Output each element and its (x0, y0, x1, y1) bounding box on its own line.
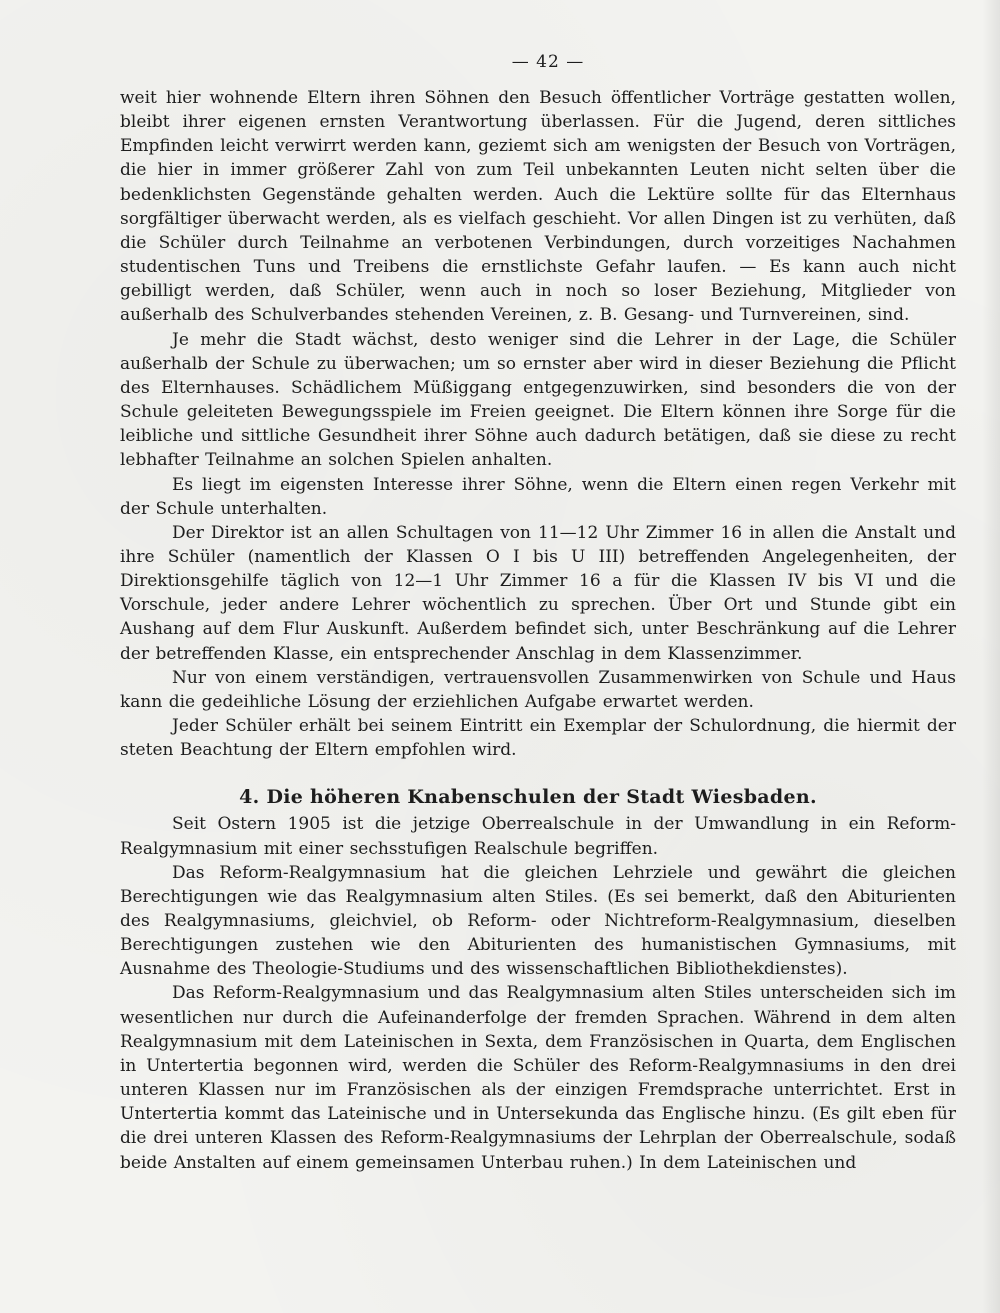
paragraph-language-order: Das Reform-Realgymnasium und das Realgymnasium alten Stiles unterscheiden sich im wesentlichen nur durch die Aufeinanderfolge der fremden Sprachen. Während in dem alten Realgymnasium mit dem Lateinischen in Sexta, dem Französischen in Quarta, dem Englischen in Untertertia begonnen wird, werden die Schüler des Reform-Realgymnasiums in den drei unteren Klassen nur im Französischen als der einzigen Fremdsprache unterrichtet. Erst in Untertertia kommt das Lateinische und in Untersekunda das Englische hinzu. (Es gilt eben für die drei unteren Klassen des Reform-Realgymnasiums der Lehrplan der Oberrealschule, sodaß beide Anstalten auf einem gemeinsamen Unterbau ruhen.) In dem Lateinischen und (120, 983, 956, 1173)
paragraph-school-rules: Jeder Schüler erhält bei seinem Eintritt ein Exemplar der Schulordnung, die hiermit der steten Beachtung der Eltern empfohlen wird. (120, 716, 956, 761)
paragraph-parent-contact: Es liegt im eigensten Interesse ihrer Söhne, wenn die Eltern einen regen Verkehr mit der Schule unterhalten. (120, 474, 956, 519)
paragraph-reform-goals: Das Reform-Realgymnasium hat die gleichen Lehrziele und gewährt die gleichen Berechtigungen wie das Realgymnasium alten Stiles. (Es sei bemerkt, daß den Abiturienten des Realgymnasiums, gleichviel, ob Reform- oder Nichtreform-Realgymnasium, dieselben Berechtigungen zustehen wie den Abiturienten des humanistischen Gymnasiums, mit Ausnahme des Theologie-Studiums und des wissenschaftlichen Bibliothekdienstes). (120, 862, 956, 980)
page-edge-shadow (982, 0, 1000, 1313)
paragraph-city-growth: Je mehr die Stadt wächst, desto weniger sind die Lehrer in der Lage, die Schüler außerhalb der Schule zu überwachen; um so ernster aber wird in dieser Beziehung die Pflicht des Elternhauses. Schädlichem Müßiggang entgegenzuwirken, sind besonders die von der Schule geleiteten Bewegungsspiele im Freien geeignet. Die Eltern können ihre Sorge für die leibliche und sittliche Gesundheit ihrer Söhne auch dadurch betätigen, daß sie diese zu recht lebhafter Teilnahme an solchen Spielen anhalten. (120, 329, 956, 471)
document-page (120, 52, 956, 1175)
paragraph-reform-transition: Seit Ostern 1905 ist die jetzige Oberrealschule in der Umwandlung in ein Reform-Realgymnasium mit einer sechsstufigen Realschule begriffen. (120, 814, 956, 859)
page-number: — 42 — (511, 52, 585, 72)
section-heading: 4. Die höheren Knabenschulen der Stadt Wiesbaden. (239, 786, 817, 809)
paragraph-continued: weit hier wohnende Eltern ihren Söhnen den Besuch öffentlicher Vorträge gestatten wollen, bleibt ihrer eigenen ernsten Verantwortung überlassen. Für die Jugend, deren sittliches Empfinden leicht verwirrt werden kann, geziemt sich am wenigsten der Besuch von Vorträgen, die hier in immer größerer Zahl von zum Teil unbekannten Leuten nicht selten über die bedenklichsten Gegenstände gehalten werden. Auch die Lektüre sollte für das Elternhaus sorgfältiger überwacht werden, als es vielfach geschieht. Vor allen Dingen ist zu verhüten, daß die Schüler durch Teilnahme an verbotenen Verbindungen, durch vorzeitiges Nachahmen studentischen Tuns und Treibens die ernstlichste Gefahr laufen. — Es kann auch nicht gebilligt werden, daß Schüler, wenn auch in noch so loser Beziehung, Mitglieder von außerhalb des Schulverbandes stehenden Vereinen, z. B. Gesang- und Turnvereinen, sind. (120, 88, 956, 326)
paragraph-office-hours: Der Direktor ist an allen Schultagen von 11—12 Uhr Zimmer 16 in allen die Anstalt und ihre Schüler (namentlich der Klassen O I bis U III) betreffenden Angelegenheiten, der Direktionsgehilfe täglich von 12—1 Uhr Zimmer 16 a für die Klassen IV bis VI und die Vorschule, jeder andere Lehrer wöchentlich zu sprechen. Über Ort und Stunde gibt ein Aushang auf dem Flur Auskunft. Außerdem befindet sich, unter Beschränkung auf die Lehrer der betreffenden Klasse, ein entsprechender Anschlag in dem Klassenzimmer. (120, 522, 956, 664)
paragraph-cooperation: Nur von einem verständigen, vertrauensvollen Zusammenwirken von Schule und Haus kann die gedeihliche Lösung der erziehlichen Aufgabe erwartet werden. (120, 667, 956, 712)
